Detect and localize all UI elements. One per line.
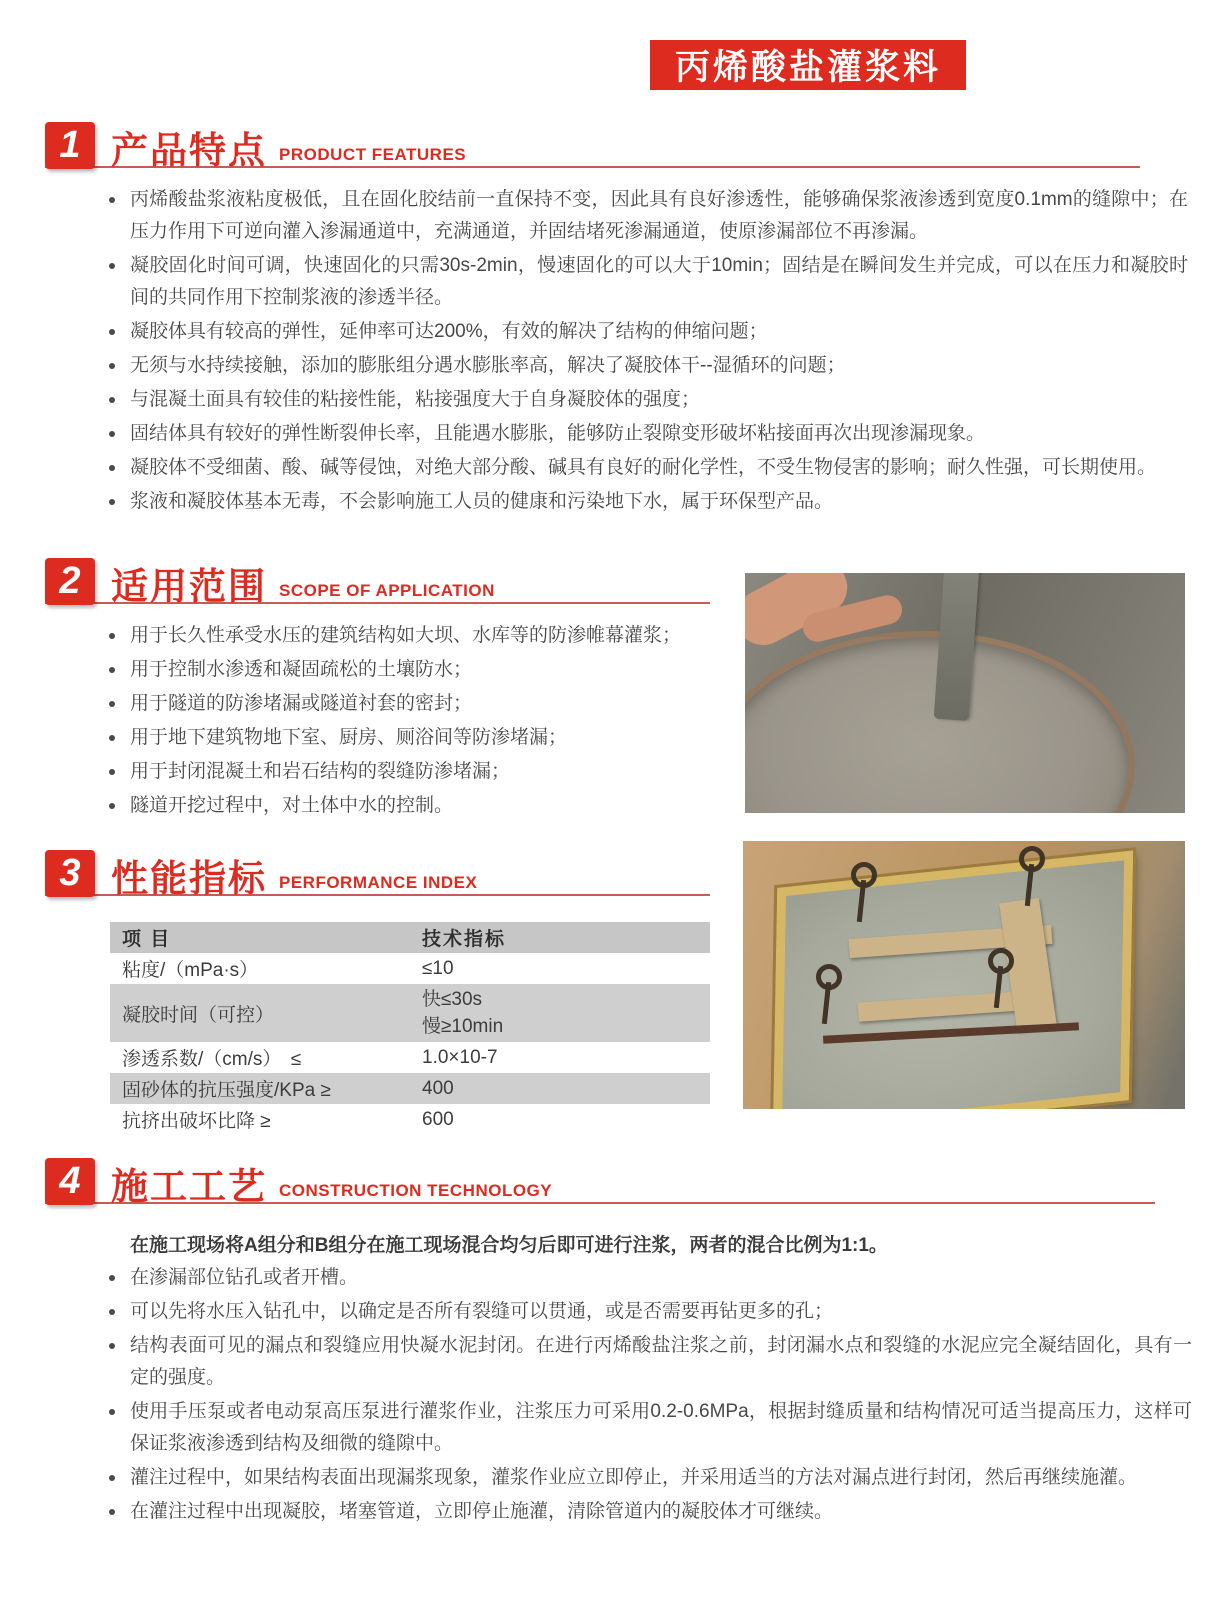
section-4-number-badge: 4	[45, 1158, 95, 1205]
table-row	[110, 1104, 710, 1135]
section-2-title: 适用范围	[111, 566, 267, 607]
anchor-hook-shape	[986, 948, 1012, 1008]
list-item: 隧道开挖过程中，对土体中水的控制。	[100, 790, 728, 822]
value-line: 快≤30s	[422, 989, 483, 1010]
table-cell-value: 1.0×10-7	[422, 1046, 498, 1068]
scope-of-application-list	[100, 620, 728, 824]
list-item: 丙烯酸盐浆液粘度极低，且在固化胶结前一直保持不变，因此具有良好渗透性，能够确保浆液渗透到宽度0.1mm的缝隙中；在压力作用下可逆向灌入渗漏通道中，充满通道，并固结堵死渗漏通道，使原渗漏部位不再渗漏。	[100, 184, 1188, 248]
list-item: 凝胶体不受细菌、酸、碱等侵蚀，对绝大部分酸、碱具有良好的耐化学性，不受生物侵害的影响；耐久性强，可长期使用。	[100, 452, 1188, 484]
section-4-title: 施工工艺	[111, 1166, 267, 1207]
section-3-title: 性能指标	[111, 858, 267, 899]
table-header-row	[110, 922, 710, 953]
section-1-number-badge: 1	[45, 122, 95, 169]
anchor-hook-shape	[814, 964, 840, 1024]
performance-index-table	[110, 922, 710, 1135]
mixing-ratio-statement: 在施工现场将A组分和B组分在施工现场混合均匀后即可进行注浆，两者的混合比例为1:1。	[130, 1235, 888, 1256]
grout-mixing-photo	[745, 573, 1185, 813]
product-title-banner: 丙烯酸盐灌浆料	[650, 40, 966, 90]
section-3-header	[45, 850, 710, 899]
section-3-number-badge: 3	[45, 850, 95, 897]
list-item: 固结体具有较好的弹性断裂伸长率，且能遇水膨胀，能够防止裂隙变形破坏粘接面再次出现渗漏现象。	[100, 418, 1188, 450]
table-cell-value: 600	[422, 1108, 454, 1130]
table-cell-value	[410, 984, 710, 1042]
list-item: 灌注过程中，如果结构表面出现漏浆现象，灌浆作业应立即停止，并采用适当的方法对漏点进行封闭，然后再继续施灌。	[100, 1462, 1192, 1494]
table-cell-value: 400	[422, 1077, 454, 1099]
section-1-title: 产品特点	[111, 130, 267, 171]
table-header-value: 技术指标	[422, 929, 507, 950]
table-cell-value: ≤10	[422, 957, 454, 979]
table-row	[110, 984, 710, 1042]
list-item: 用于控制水渗透和凝固疏松的土壤防水；	[100, 654, 728, 686]
list-item: 结构表面可见的漏点和裂缝应用快凝水泥封闭。在进行丙烯酸盐注浆之前，封闭漏水点和裂缝的水泥应完全凝结固化，具有一定的强度。	[100, 1330, 1192, 1394]
list-item: 用于封闭混凝土和岩石结构的裂缝防渗堵漏；	[100, 756, 728, 788]
list-item: 用于长久性承受水压的建筑结构如大坝、水库等的防渗帷幕灌浆；	[100, 620, 728, 652]
table-cell-item: 粘度/（mPa·s）	[122, 960, 259, 981]
list-item: 在灌注过程中出现凝胶，堵塞管道，立即停止施灌，清除管道内的凝胶体才可继续。	[100, 1496, 1192, 1528]
section-2-header	[45, 558, 710, 607]
section-4-subtitle: CONSTRUCTION TECHNOLOGY	[279, 1181, 553, 1200]
section-1-subtitle: PRODUCT FEATURES	[279, 145, 467, 164]
list-item: 可以先将水压入钻孔中，以确定是否所有裂缝可以贯通，或是否需要再钻更多的孔；	[100, 1296, 1192, 1328]
section-4-header	[45, 1158, 1155, 1207]
table-row	[110, 1042, 710, 1073]
section-1-header	[45, 122, 1140, 171]
list-item: 无须与水持续接触，添加的膨胀组分遇水膨胀率高，解决了凝胶体干--湿循环的问题；	[100, 350, 1188, 382]
list-item: 与混凝土面具有较佳的粘接性能，粘接强度大于自身凝胶体的强度；	[100, 384, 1188, 416]
table-cell-item: 凝胶时间（可控）	[122, 1004, 275, 1026]
list-item: 用于隧道的防渗堵漏或隧道衬套的密封；	[100, 688, 728, 720]
table-row	[110, 1073, 710, 1104]
value-line: 慢≥10min	[422, 1016, 504, 1037]
section-2-number-badge: 2	[45, 558, 95, 605]
table-row	[110, 953, 710, 984]
list-item: 凝胶体具有较高的弹性，延伸率可达200%，有效的解决了结构的伸缩问题；	[100, 316, 1188, 348]
construction-steps-list	[100, 1262, 1192, 1530]
list-item: 浆液和凝胶体基本无毒，不会影响施工人员的健康和污染地下水，属于环保型产品。	[100, 486, 1188, 518]
list-item: 使用手压泵或者电动泵高压泵进行灌浆作业，注浆压力可采用0.2-0.6MPa，根据封缝质量和结构情况可适当提高压力，这样可保证浆液渗透到结构及细微的缝隙中。	[100, 1396, 1192, 1460]
list-item: 用于地下建筑物地下室、厨房、厕浴间等防渗堵漏；	[100, 722, 728, 754]
section-2-subtitle: SCOPE OF APPLICATION	[279, 581, 495, 600]
section-3-subtitle: PERFORMANCE INDEX	[279, 873, 478, 892]
product-features-list	[100, 184, 1188, 520]
table-cell-item: 抗挤出破坏比降 ≥	[122, 1111, 271, 1132]
table-header-item: 项 目	[122, 929, 172, 950]
formwork-photo	[743, 841, 1185, 1109]
table-cell-item: 渗透系数/（cm/s） ≤	[122, 1049, 302, 1070]
list-item: 在渗漏部位钻孔或者开槽。	[100, 1262, 1192, 1294]
anchor-hook-shape	[849, 862, 875, 922]
anchor-hook-shape	[1017, 846, 1043, 906]
list-item: 凝胶固化时间可调，快速固化的只需30s-2min，慢速固化的可以大于10min；固结是在瞬间发生并完成，可以在压力和凝胶时间的共同作用下控制浆液的渗透半径。	[100, 250, 1188, 314]
table-cell-item: 固砂体的抗压强度/KPa ≥	[122, 1080, 331, 1101]
